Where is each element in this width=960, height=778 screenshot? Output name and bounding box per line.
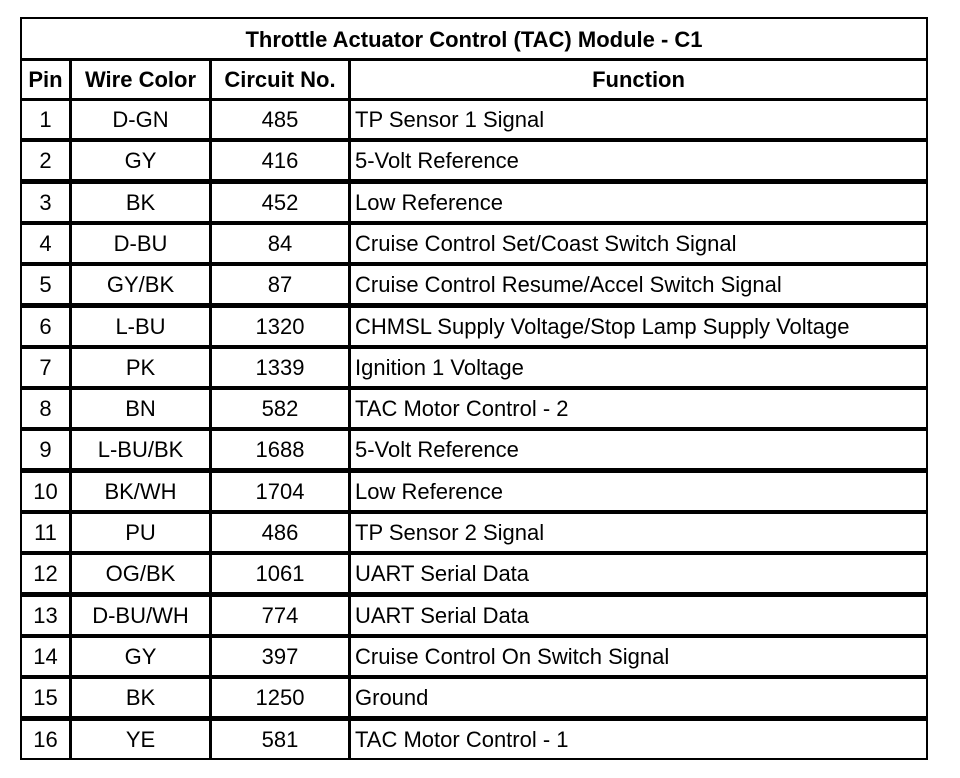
cell-wire-color: BK — [72, 679, 209, 716]
cell-pin: 5 — [22, 266, 69, 303]
cell-pin: 16 — [22, 721, 69, 758]
cell-wire-color: YE — [72, 721, 209, 758]
cell-wire-color: D-BU/WH — [72, 597, 209, 634]
cell-function: Low Reference — [351, 473, 926, 510]
cell-function: Cruise Control Resume/Accel Switch Signal — [351, 266, 926, 303]
cell-pin: 11 — [22, 514, 69, 551]
cell-circuit: 1061 — [212, 555, 348, 592]
cell-function: UART Serial Data — [351, 555, 926, 592]
cell-function: TP Sensor 2 Signal — [351, 514, 926, 551]
cell-pin: 12 — [22, 555, 69, 592]
cell-pin: 4 — [22, 225, 69, 262]
cell-wire-color: BN — [72, 390, 209, 427]
cell-circuit: 1250 — [212, 679, 348, 716]
cell-circuit: 581 — [212, 721, 348, 758]
cell-wire-color: GY/BK — [72, 266, 209, 303]
connector-table — [20, 17, 928, 760]
cell-pin: 9 — [22, 431, 69, 468]
cell-wire-color: L-BU — [72, 308, 209, 345]
cell-circuit: 582 — [212, 390, 348, 427]
cell-pin: 6 — [22, 308, 69, 345]
cell-function: CHMSL Supply Voltage/Stop Lamp Supply Voltage — [351, 308, 926, 345]
cell-circuit: 452 — [212, 184, 348, 221]
cell-wire-color: BK/WH — [72, 473, 209, 510]
cell-circuit: 84 — [212, 225, 348, 262]
cell-function: TAC Motor Control - 1 — [351, 721, 926, 758]
cell-circuit: 774 — [212, 597, 348, 634]
cell-circuit: 1704 — [212, 473, 348, 510]
header-wire-color: Wire Color — [72, 61, 209, 98]
cell-wire-color: L-BU/BK — [72, 431, 209, 468]
cell-function: Cruise Control On Switch Signal — [351, 638, 926, 675]
cell-pin: 3 — [22, 184, 69, 221]
cell-pin: 7 — [22, 349, 69, 386]
cell-circuit: 87 — [212, 266, 348, 303]
cell-function: Low Reference — [351, 184, 926, 221]
header-pin: Pin — [22, 61, 69, 98]
cell-wire-color: PK — [72, 349, 209, 386]
cell-circuit: 1339 — [212, 349, 348, 386]
cell-wire-color: OG/BK — [72, 555, 209, 592]
cell-pin: 1 — [22, 101, 69, 138]
cell-function: Ignition 1 Voltage — [351, 349, 926, 386]
cell-function: TP Sensor 1 Signal — [351, 101, 926, 138]
cell-circuit: 397 — [212, 638, 348, 675]
cell-function: UART Serial Data — [351, 597, 926, 634]
header-function: Function — [351, 61, 926, 98]
cell-pin: 15 — [22, 679, 69, 716]
cell-pin: 14 — [22, 638, 69, 675]
cell-wire-color: D-GN — [72, 101, 209, 138]
header-circuit-no: Circuit No. — [212, 61, 348, 98]
table-title: Throttle Actuator Control (TAC) Module - C1 — [22, 19, 926, 58]
cell-pin: 10 — [22, 473, 69, 510]
cell-function: Ground — [351, 679, 926, 716]
cell-function: TAC Motor Control - 2 — [351, 390, 926, 427]
cell-wire-color: BK — [72, 184, 209, 221]
cell-function: 5-Volt Reference — [351, 431, 926, 468]
cell-circuit: 416 — [212, 142, 348, 179]
cell-function: Cruise Control Set/Coast Switch Signal — [351, 225, 926, 262]
cell-circuit: 486 — [212, 514, 348, 551]
cell-wire-color: PU — [72, 514, 209, 551]
cell-circuit: 1688 — [212, 431, 348, 468]
cell-wire-color: D-BU — [72, 225, 209, 262]
cell-pin: 8 — [22, 390, 69, 427]
cell-function: 5-Volt Reference — [351, 142, 926, 179]
cell-circuit: 485 — [212, 101, 348, 138]
cell-circuit: 1320 — [212, 308, 348, 345]
cell-wire-color: GY — [72, 638, 209, 675]
cell-pin: 13 — [22, 597, 69, 634]
cell-pin: 2 — [22, 142, 69, 179]
cell-wire-color: GY — [72, 142, 209, 179]
